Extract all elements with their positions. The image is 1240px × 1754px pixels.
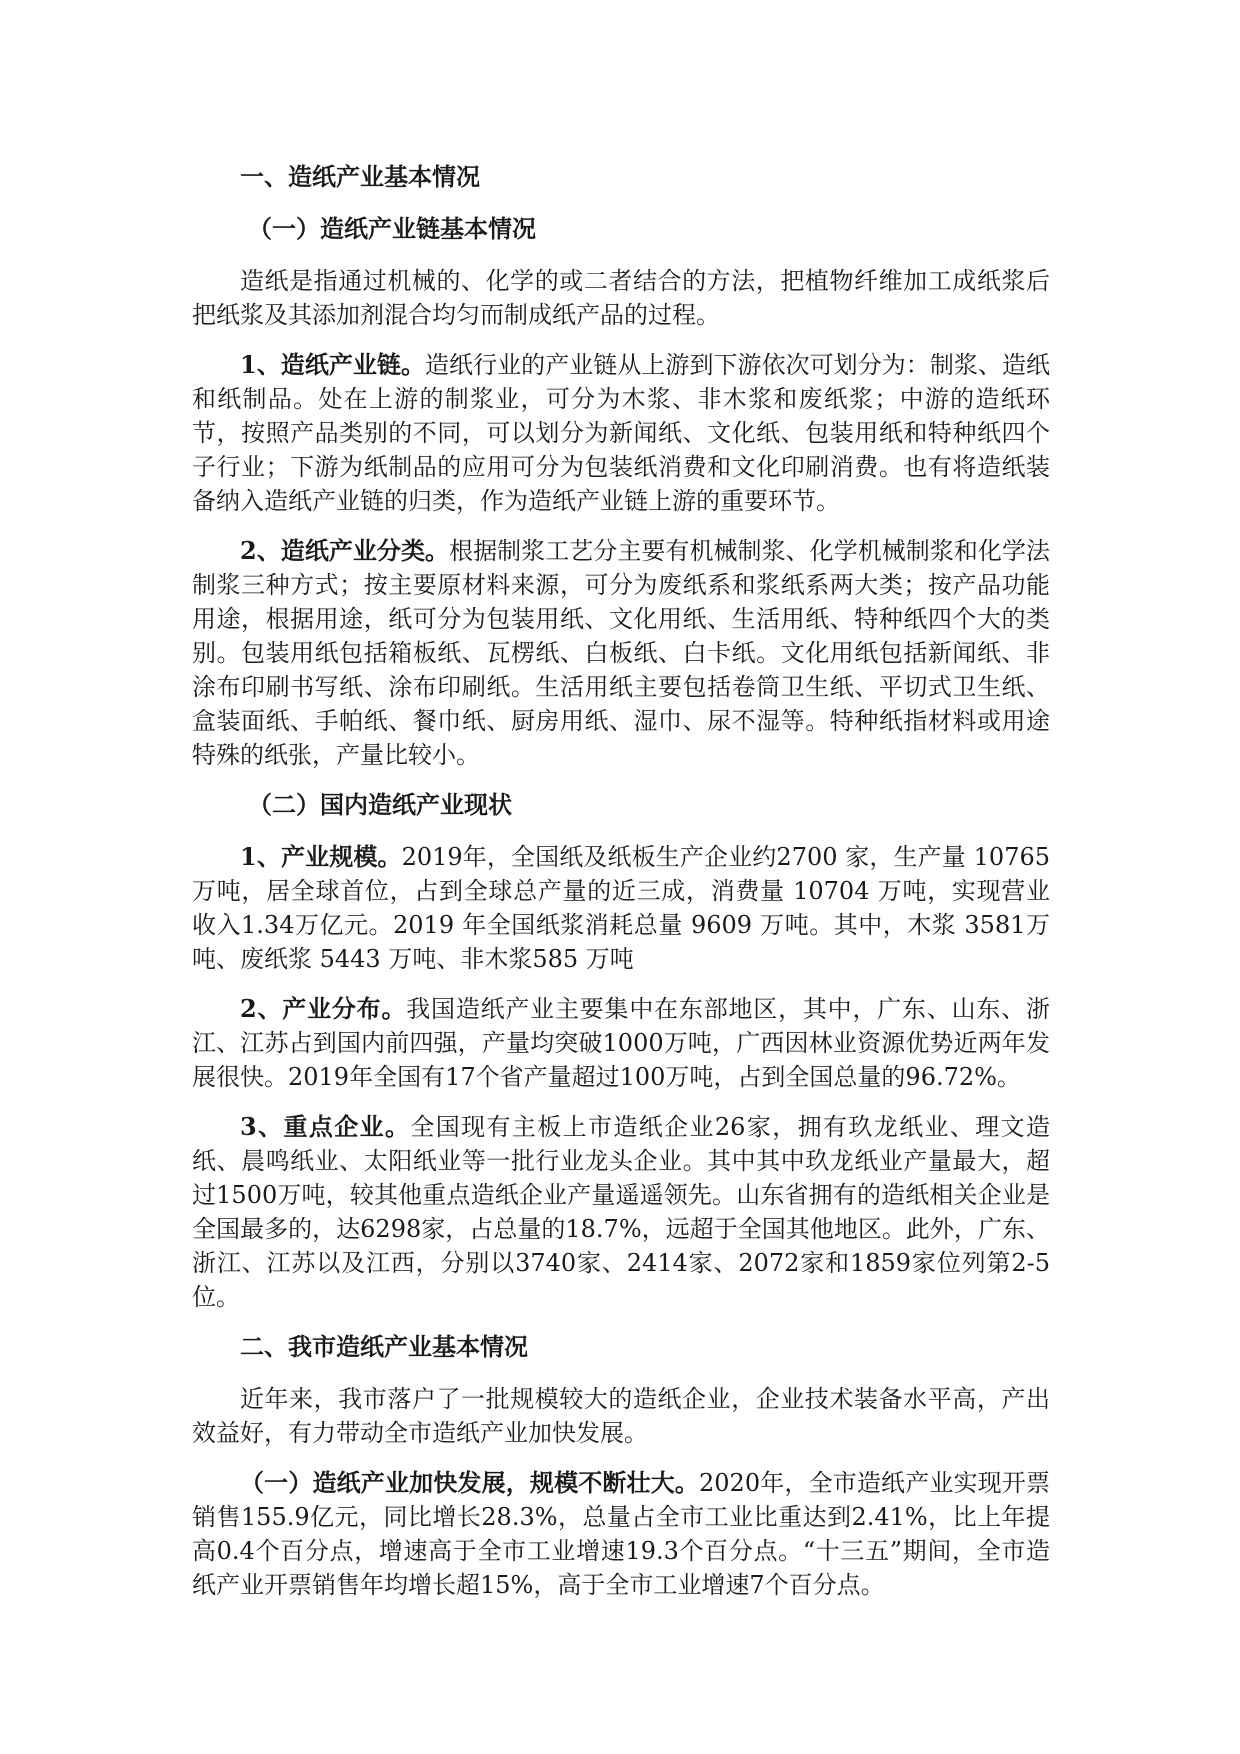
section-1-1-intro: 造纸是指通过机械的、化学的或二者结合的方法，把植物纤维加工成纸浆后把纸浆及其添加剂混合均匀而制成纸产品的过程。 — [192, 267, 1050, 329]
section-1-2-title: （二）国内造纸产业现状 — [248, 790, 512, 819]
section-2-intro: 近年来，我市落户了一批规模较大的造纸企业，企业技术装备水平高，产出效益好，有力带动全市造纸产业加快发展。 — [192, 1385, 1050, 1447]
paragraph-lead: 1、造纸产业链。 — [240, 350, 426, 379]
paragraph-industry-chain — [192, 348, 1050, 518]
paragraph-lead: 2、产业分布。 — [240, 994, 407, 1023]
paragraph-lead: （一）造纸产业加快发展，规模不断壮大。 — [240, 1468, 700, 1497]
paragraph-lead: 3、重点企业。 — [240, 1112, 411, 1141]
paragraph-industry-classification — [192, 534, 1050, 772]
paragraph-lead: 1、产业规模。 — [240, 842, 402, 871]
paragraph-growth — [192, 1466, 1050, 1602]
document-body — [192, 160, 1050, 1618]
paragraph-lead: 2、造纸产业分类。 — [240, 536, 450, 565]
paragraph-industry-distribution — [192, 992, 1050, 1094]
paragraph-text: 造纸行业的产业链从上游到下游依次可划分为：制浆、造纸和纸制品。处在上游的制浆业，可分为木浆、非木浆和废纸浆；中游的造纸环节，按照产品类别的不同，可以划分为新闻纸、文化纸、包装用纸和特种纸四个子行业；下游为纸制品的应用可分为包装纸消费和文化印刷消费。也有将造纸装备纳入造纸产业链的归类，作为造纸产业链上游的重要环节。 — [192, 351, 1050, 515]
paragraph-key-enterprises — [192, 1110, 1050, 1314]
paragraph-text: 我国造纸产业主要集中在东部地区，其中，广东、山东、浙江、江苏占到国内前四强，产量均突破1000万吨，广西因林业资源优势近两年发展很快。2019年全国有17个省产量超过100万吨，占到全国总量的96.72%。 — [192, 995, 1050, 1091]
section-1-1-title: （一）造纸产业链基本情况 — [248, 214, 536, 243]
paragraph-text: 2020年，全市造纸产业实现开票销售155.9亿元，同比增长28.3%，总量占全市工业比重达到2.41%，比上年提高0.4个百分点，增速高于全市工业增速19.3个百分点。“十三五”期间，全市造纸产业开票销售年均增长超15%，高于全市工业增速7个百分点。 — [192, 1469, 1050, 1599]
paragraph-industry-scale — [192, 840, 1050, 976]
section-2-title: 二、我市造纸产业基本情况 — [240, 1332, 528, 1361]
section-1-title: 一、造纸产业基本情况 — [240, 162, 480, 191]
paragraph-text: 根据制浆工艺分主要有机械制浆、化学机械制浆和化学法制浆三种方式；按主要原材料来源，可分为废纸系和浆纸系两大类；按产品功能用途，根据用途，纸可分为包装用纸、文化用纸、生活用纸、特种纸四个大的类别。包装用纸包括箱板纸、瓦楞纸、白板纸、白卡纸。文化用纸包括新闻纸、非涂布印刷书写纸、涂布印刷纸。生活用纸主要包括卷筒卫生纸、平切式卫生纸、盒装面纸、手帕纸、餐巾纸、厨房用纸、湿巾、尿不湿等。特种纸指材料或用途特殊的纸张，产量比较小。 — [192, 537, 1051, 769]
paragraph-text: 2019年，全国纸及纸板生产企业约2700 家，生产量 10765万吨，居全球首位，占到全球总产量的近三成，消费量 10704 万吨，实现营业收入1.34万亿元。2019 年全国纸浆消耗总量 9609 万吨。其中，木浆 3581万吨、废纸浆 5443 万吨、非木浆585 万吨 — [192, 843, 1051, 973]
paragraph-text: 全国现有主板上市造纸企业26家，拥有玖龙纸业、理文造纸、晨鸣纸业、太阳纸业等一批行业龙头企业。其中其中玖龙纸业产量最大，超过1500万吨，较其他重点造纸企业产量遥遥领先。山东省拥有的造纸相关企业是全国最多的，达6298家，占总量的18.7%，远超于全国其他地区。此外，广东、浙江、江苏以及江西，分别以3740家、2414家、2072家和1859家位列第2-5位。 — [192, 1113, 1050, 1311]
